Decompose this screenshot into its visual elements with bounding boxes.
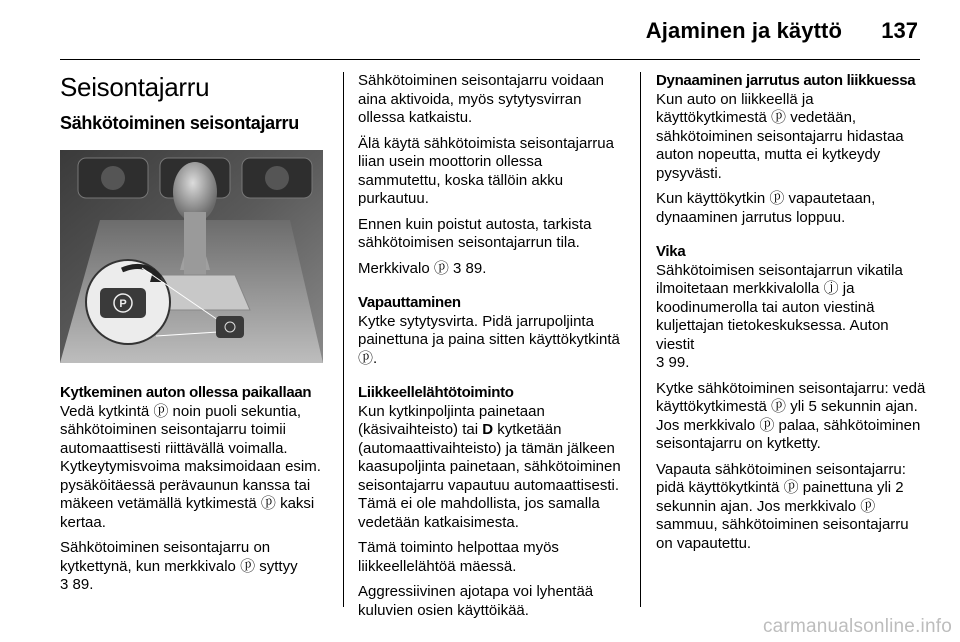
- paragraph: Älä käytä sähkötoimista seisontajarrua liian usein moottorin ollessa sammutettu, koska tällöin akku purkautuu.: [358, 134, 614, 207]
- paragraph: Vedä kytkintä ⓟ noin puoli sekuntia, sähkötoiminen seisontajarru toimii automaattisesti riittävällä voimalla. Kytkeytymisvoima maksimoidaan esim. pysäköitäessä perävaunun kanssa tai mäkeen vetämällä kytkimestä ⓟ kaksi kertaa.: [60, 402, 321, 531]
- heading-release: Vapauttaminen: [358, 294, 461, 311]
- page-header: [0, 0, 960, 60]
- heading-drive-away: Liikkeellelähtötoiminto: [358, 384, 514, 401]
- paragraph: [358, 403, 628, 533]
- paragraph: Tämä toiminto helpottaa myös liikkeellelähtöä mäessä.: [358, 539, 559, 575]
- paragraph-text: Kun kytkinpoljinta painetaan (käsivaihteisto) tai: [358, 402, 545, 438]
- subsection-title: Sähkötoiminen seisontajarru: [60, 113, 299, 133]
- paragraph: Vapauta sähkötoiminen seisontajarru: pidä käyttökytkintä ⓟ painettuna yli 2 sekunnin ajan. Jos merkkivalo ⓟ sammuu, sähkötoiminen seisontajarru on vapautettu.: [656, 460, 909, 552]
- paragraph-text: Sähkötoiminen seisontajarru on kytkettynä, kun merkkivalo ⓟ syttyy: [60, 539, 298, 575]
- paragraph-text: kytketään (automaattivaihteisto) ja tämän jälkeen kaasupoljinta painetaan, sähkötoiminen seisontajarru vapautuu automaattisesti. Tämä ei ole mahdollista, jos samalla vedetään katkaisimesta.: [358, 421, 621, 531]
- paragraph: Kun auto on liikkeellä ja käyttökytkimestä ⓟ vedetään, sähkötoiminen seisontajarru hidastaa auton nopeutta, mutta ei kytkeydy pysyvästi.: [656, 90, 904, 182]
- heading-parking: Kytkeminen auton ollessa paikallaan: [60, 384, 312, 401]
- heading-dynamic-braking: Dynaaminen jarrutus auton liikkuessa: [656, 72, 916, 89]
- column-3: [656, 72, 928, 560]
- paragraph: Aggressiivinen ajotapa voi lyhentää kuluvien osien käyttöikää.: [358, 583, 594, 619]
- parking-brake-illustration: [60, 150, 323, 363]
- gear-d-label: D: [482, 421, 494, 438]
- paragraph: Sähkötoiminen seisontajarru voidaan aina aktivoida, myös sytytysvirran ollessa katkaistu.: [358, 72, 604, 126]
- column-2: [358, 72, 628, 627]
- paragraph: Kytke sähkötoiminen seisontajarru: vedä käyttökytkimestä ⓟ yli 5 sekunnin ajan. Jos merkkivalo ⓟ palaa, sähkötoiminen seisontajarru on kytketty.: [656, 379, 926, 452]
- paragraph: Kun käyttökytkin ⓟ vapautetaan, dynaaminen jarrutus loppuu.: [656, 190, 876, 226]
- heading-fault: Vika: [656, 243, 686, 260]
- header-rule: [60, 59, 920, 60]
- column-1: [60, 72, 330, 602]
- paragraph: [60, 539, 330, 595]
- page-reference: 3 99.: [656, 354, 690, 371]
- column-divider-2: [640, 72, 641, 607]
- paragraph: [656, 262, 928, 373]
- watermark: carmanualsonline.info: [762, 616, 952, 637]
- page-reference: 3 89.: [60, 576, 94, 593]
- paragraph-text: Sähkötoimisen seisontajarrun vikatila ilmoitetaan merkkivalolla ⓙ ja koodinumerolla tai auton viestinä kuljettajan tietokeskuksessa. Auton viestit: [656, 261, 903, 353]
- parking-brake-figure: [60, 150, 323, 363]
- page-number: 137: [881, 18, 918, 43]
- paragraph: Kytke sytytysvirta. Pidä jarrupoljinta painettuna ja paina sitten käyttökytkintä ⓟ.: [358, 312, 620, 367]
- svg-text:P: P: [119, 298, 127, 310]
- running-head: Ajaminen ja käyttö: [645, 18, 842, 43]
- paragraph: Ennen kuin poistut autosta, tarkista sähkötoimisen seisontajarrun tila.: [358, 215, 592, 251]
- column-divider-1: [343, 72, 344, 607]
- section-title: Seisontajarru: [60, 72, 210, 102]
- paragraph: Merkkivalo ⓟ 3 89.: [358, 259, 487, 277]
